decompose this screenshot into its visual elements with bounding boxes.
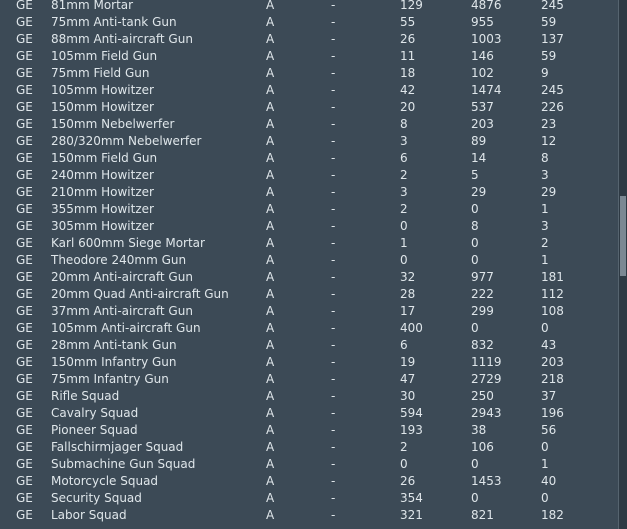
- nation-cell: GE: [16, 168, 33, 182]
- value-col-3: 1: [541, 202, 549, 216]
- value-col-3: 29: [541, 185, 557, 199]
- value-col-2: 1453: [471, 474, 502, 488]
- value-col-3: 203: [541, 355, 564, 369]
- value-col-1: 55: [400, 15, 416, 29]
- value-col-3: 108: [541, 304, 564, 318]
- nation-cell: GE: [16, 440, 33, 454]
- unit-name-cell: Karl 600mm Siege Mortar: [51, 236, 205, 250]
- value-col-2: 5: [471, 168, 479, 182]
- nation-cell: GE: [16, 423, 33, 437]
- value-col-1: 6: [400, 338, 408, 352]
- dash-cell: -: [331, 338, 336, 352]
- value-col-1: 26: [400, 32, 416, 46]
- nation-cell: GE: [16, 287, 33, 301]
- type-cell: A: [266, 185, 275, 199]
- value-col-1: 11: [400, 49, 416, 63]
- dash-cell: -: [331, 321, 336, 335]
- unit-name-cell: 88mm Anti-aircraft Gun: [51, 32, 193, 46]
- dash-cell: -: [331, 440, 336, 454]
- type-cell: A: [266, 83, 275, 97]
- value-col-1: 0: [400, 457, 408, 471]
- type-cell: A: [266, 15, 275, 29]
- table-row[interactable]: [0, 0, 619, 14]
- value-col-1: 2: [400, 168, 408, 182]
- type-cell: A: [266, 253, 275, 267]
- nation-cell: GE: [16, 32, 33, 46]
- type-cell: A: [266, 389, 275, 403]
- dash-cell: -: [331, 185, 336, 199]
- dash-cell: -: [331, 100, 336, 114]
- type-cell: A: [266, 66, 275, 80]
- table-row[interactable]: [0, 388, 619, 405]
- value-col-2: 14: [471, 151, 487, 165]
- type-cell: A: [266, 372, 275, 386]
- dash-cell: -: [331, 83, 336, 97]
- unit-name-cell: 150mm Howitzer: [51, 100, 154, 114]
- value-col-3: 182: [541, 508, 564, 522]
- dash-cell: -: [331, 168, 336, 182]
- dash-cell: -: [331, 66, 336, 80]
- value-col-2: 38: [471, 423, 487, 437]
- type-cell: A: [266, 219, 275, 233]
- value-col-3: 0: [541, 321, 549, 335]
- table-row[interactable]: [0, 133, 619, 150]
- value-col-3: 37: [541, 389, 557, 403]
- value-col-3: 1: [541, 457, 549, 471]
- dash-cell: -: [331, 474, 336, 488]
- unit-name-cell: 75mm Infantry Gun: [51, 372, 169, 386]
- value-col-2: 29: [471, 185, 487, 199]
- value-col-3: 59: [541, 49, 557, 63]
- table-row[interactable]: [0, 252, 619, 269]
- value-col-2: 89: [471, 134, 487, 148]
- value-col-1: 6: [400, 151, 408, 165]
- unit-name-cell: Cavalry Squad: [51, 406, 139, 420]
- nation-cell: GE: [16, 100, 33, 114]
- dash-cell: -: [331, 32, 336, 46]
- value-col-3: 9: [541, 66, 549, 80]
- type-cell: A: [266, 508, 275, 522]
- value-col-3: 196: [541, 406, 564, 420]
- value-col-3: 3: [541, 219, 549, 233]
- type-cell: A: [266, 355, 275, 369]
- table-row[interactable]: [0, 31, 619, 48]
- value-col-3: 12: [541, 134, 557, 148]
- nation-cell: GE: [16, 270, 33, 284]
- table-row[interactable]: [0, 116, 619, 133]
- type-cell: A: [266, 236, 275, 250]
- dash-cell: -: [331, 151, 336, 165]
- value-col-2: 2943: [471, 406, 502, 420]
- type-cell: A: [266, 151, 275, 165]
- value-col-2: 8: [471, 219, 479, 233]
- dash-cell: -: [331, 355, 336, 369]
- value-col-2: 0: [471, 236, 479, 250]
- nation-cell: GE: [16, 389, 33, 403]
- type-cell: A: [266, 168, 275, 182]
- value-col-3: 56: [541, 423, 557, 437]
- nation-cell: GE: [16, 185, 33, 199]
- nation-cell: GE: [16, 321, 33, 335]
- dash-cell: -: [331, 270, 336, 284]
- dash-cell: -: [331, 491, 336, 505]
- dash-cell: -: [331, 372, 336, 386]
- unit-name-cell: 20mm Anti-aircraft Gun: [51, 270, 193, 284]
- table-row[interactable]: [0, 490, 619, 507]
- unit-name-cell: 210mm Howitzer: [51, 185, 154, 199]
- dash-cell: -: [331, 253, 336, 267]
- unit-name-cell: 305mm Howitzer: [51, 219, 154, 233]
- nation-cell: GE: [16, 406, 33, 420]
- value-col-2: 0: [471, 491, 479, 505]
- value-col-1: 2: [400, 202, 408, 216]
- value-col-1: 321: [400, 508, 423, 522]
- type-cell: A: [266, 304, 275, 318]
- type-cell: A: [266, 338, 275, 352]
- type-cell: A: [266, 49, 275, 63]
- unit-name-cell: 355mm Howitzer: [51, 202, 154, 216]
- value-col-3: 137: [541, 32, 564, 46]
- value-col-2: 0: [471, 253, 479, 267]
- nation-cell: GE: [16, 508, 33, 522]
- nation-cell: GE: [16, 117, 33, 131]
- table-row[interactable]: [0, 405, 619, 422]
- value-col-1: 19: [400, 355, 416, 369]
- table-row[interactable]: [0, 286, 619, 303]
- value-col-2: 102: [471, 66, 494, 80]
- value-col-2: 106: [471, 440, 494, 454]
- table-row[interactable]: [0, 320, 619, 337]
- type-cell: A: [266, 491, 275, 505]
- unit-name-cell: Submachine Gun Squad: [51, 457, 196, 471]
- nation-cell: GE: [16, 0, 33, 12]
- dash-cell: -: [331, 134, 336, 148]
- value-col-2: 832: [471, 338, 494, 352]
- table-row[interactable]: [0, 371, 619, 388]
- value-col-2: 0: [471, 321, 479, 335]
- value-col-3: 226: [541, 100, 564, 114]
- nation-cell: GE: [16, 151, 33, 165]
- unit-name-cell: 150mm Nebelwerfer: [51, 117, 175, 131]
- unit-name-cell: 105mm Howitzer: [51, 83, 154, 97]
- table-row[interactable]: [0, 218, 619, 235]
- nation-cell: GE: [16, 355, 33, 369]
- value-col-3: 245: [541, 83, 564, 97]
- unit-name-cell: Pioneer Squad: [51, 423, 138, 437]
- table-row[interactable]: [0, 14, 619, 31]
- unit-name-cell: Security Squad: [51, 491, 142, 505]
- type-cell: A: [266, 0, 275, 12]
- table-row[interactable]: [0, 422, 619, 439]
- value-col-3: 0: [541, 440, 549, 454]
- table-row[interactable]: [0, 456, 619, 473]
- nation-cell: GE: [16, 15, 33, 29]
- value-col-2: 2729: [471, 372, 502, 386]
- value-col-1: 0: [400, 219, 408, 233]
- type-cell: A: [266, 32, 275, 46]
- value-col-2: 203: [471, 117, 494, 131]
- nation-cell: GE: [16, 83, 33, 97]
- value-col-3: 112: [541, 287, 564, 301]
- value-col-1: 3: [400, 134, 408, 148]
- unit-name-cell: Rifle Squad: [51, 389, 120, 403]
- table-row[interactable]: [0, 201, 619, 218]
- value-col-2: 821: [471, 508, 494, 522]
- value-col-3: 218: [541, 372, 564, 386]
- unit-name-cell: Labor Squad: [51, 508, 127, 522]
- value-col-1: 17: [400, 304, 416, 318]
- value-col-1: 47: [400, 372, 416, 386]
- value-col-2: 146: [471, 49, 494, 63]
- value-col-2: 1003: [471, 32, 502, 46]
- value-col-1: 193: [400, 423, 423, 437]
- value-col-1: 18: [400, 66, 416, 80]
- unit-name-cell: 75mm Anti-tank Gun: [51, 15, 177, 29]
- dash-cell: -: [331, 0, 336, 12]
- type-cell: A: [266, 134, 275, 148]
- table-row[interactable]: [0, 99, 619, 116]
- nation-cell: GE: [16, 66, 33, 80]
- value-col-2: 0: [471, 457, 479, 471]
- dash-cell: -: [331, 219, 336, 233]
- type-cell: A: [266, 270, 275, 284]
- table-row[interactable]: [0, 269, 619, 286]
- table-row[interactable]: [0, 354, 619, 371]
- value-col-2: 977: [471, 270, 494, 284]
- nation-cell: GE: [16, 304, 33, 318]
- type-cell: A: [266, 321, 275, 335]
- vertical-scrollbar[interactable]: [618, 0, 627, 529]
- nation-cell: GE: [16, 491, 33, 505]
- unit-name-cell: 105mm Field Gun: [51, 49, 158, 63]
- value-col-3: 1: [541, 253, 549, 267]
- dash-cell: -: [331, 236, 336, 250]
- value-col-2: 0: [471, 202, 479, 216]
- table-row[interactable]: [0, 473, 619, 490]
- type-cell: A: [266, 457, 275, 471]
- dash-cell: -: [331, 15, 336, 29]
- value-col-3: 59: [541, 15, 557, 29]
- unit-name-cell: 150mm Field Gun: [51, 151, 158, 165]
- unit-name-cell: 81mm Mortar: [51, 0, 134, 12]
- dash-cell: -: [331, 287, 336, 301]
- nation-cell: GE: [16, 457, 33, 471]
- nation-cell: GE: [16, 202, 33, 216]
- value-col-3: 0: [541, 491, 549, 505]
- dash-cell: -: [331, 202, 336, 216]
- value-col-2: 222: [471, 287, 494, 301]
- value-col-1: 400: [400, 321, 423, 335]
- unit-name-cell: 20mm Quad Anti-aircraft Gun: [51, 287, 229, 301]
- unit-name-cell: Motorcycle Squad: [51, 474, 159, 488]
- type-cell: A: [266, 440, 275, 454]
- value-col-1: 594: [400, 406, 423, 420]
- type-cell: A: [266, 100, 275, 114]
- value-col-1: 3: [400, 185, 408, 199]
- table-row[interactable]: [0, 507, 619, 524]
- table-row[interactable]: [0, 82, 619, 99]
- type-cell: A: [266, 406, 275, 420]
- value-col-1: 2: [400, 440, 408, 454]
- table-row[interactable]: [0, 167, 619, 184]
- value-col-1: 42: [400, 83, 416, 97]
- value-col-2: 1474: [471, 83, 502, 97]
- value-col-1: 8: [400, 117, 408, 131]
- value-col-3: 2: [541, 236, 549, 250]
- dash-cell: -: [331, 117, 336, 131]
- table-row[interactable]: [0, 235, 619, 252]
- value-col-2: 1119: [471, 355, 502, 369]
- table-row[interactable]: [0, 48, 619, 65]
- dash-cell: -: [331, 389, 336, 403]
- value-col-1: 20: [400, 100, 416, 114]
- value-col-2: 299: [471, 304, 494, 318]
- value-col-2: 250: [471, 389, 494, 403]
- value-col-1: 0: [400, 253, 408, 267]
- unit-name-cell: 28mm Anti-tank Gun: [51, 338, 177, 352]
- type-cell: A: [266, 202, 275, 216]
- type-cell: A: [266, 117, 275, 131]
- unit-name-cell: 37mm Anti-aircraft Gun: [51, 304, 193, 318]
- nation-cell: GE: [16, 372, 33, 386]
- value-col-3: 23: [541, 117, 557, 131]
- value-col-3: 43: [541, 338, 557, 352]
- table-row[interactable]: [0, 65, 619, 82]
- unit-name-cell: 75mm Field Gun: [51, 66, 150, 80]
- value-col-3: 3: [541, 168, 549, 182]
- nation-cell: GE: [16, 253, 33, 267]
- value-col-3: 8: [541, 151, 549, 165]
- unit-name-cell: 150mm Infantry Gun: [51, 355, 177, 369]
- unit-name-cell: 105mm Anti-aircraft Gun: [51, 321, 201, 335]
- value-col-3: 181: [541, 270, 564, 284]
- table-row[interactable]: [0, 303, 619, 320]
- unit-name-cell: Theodore 240mm Gun: [51, 253, 187, 267]
- unit-name-cell: 240mm Howitzer: [51, 168, 154, 182]
- value-col-1: 129: [400, 0, 423, 12]
- value-col-2: 537: [471, 100, 494, 114]
- nation-cell: GE: [16, 49, 33, 63]
- dash-cell: -: [331, 508, 336, 522]
- scrollbar-thumb[interactable]: [620, 196, 626, 276]
- type-cell: A: [266, 287, 275, 301]
- dash-cell: -: [331, 304, 336, 318]
- value-col-3: 245: [541, 0, 564, 12]
- value-col-1: 354: [400, 491, 423, 505]
- dash-cell: -: [331, 457, 336, 471]
- table-row[interactable]: [0, 150, 619, 167]
- value-col-1: 30: [400, 389, 416, 403]
- unit-name-cell: Fallschirmjager Squad: [51, 440, 184, 454]
- table-row[interactable]: [0, 184, 619, 201]
- dash-cell: -: [331, 49, 336, 63]
- value-col-1: 26: [400, 474, 416, 488]
- dash-cell: -: [331, 406, 336, 420]
- value-col-1: 32: [400, 270, 416, 284]
- table-row[interactable]: [0, 337, 619, 354]
- value-col-2: 955: [471, 15, 494, 29]
- value-col-1: 1: [400, 236, 408, 250]
- nation-cell: GE: [16, 219, 33, 233]
- type-cell: A: [266, 474, 275, 488]
- nation-cell: GE: [16, 134, 33, 148]
- nation-cell: GE: [16, 338, 33, 352]
- type-cell: A: [266, 423, 275, 437]
- nation-cell: GE: [16, 236, 33, 250]
- value-col-1: 28: [400, 287, 416, 301]
- dash-cell: -: [331, 423, 336, 437]
- value-col-3: 40: [541, 474, 557, 488]
- table-row[interactable]: [0, 439, 619, 456]
- nation-cell: GE: [16, 474, 33, 488]
- unit-name-cell: 280/320mm Nebelwerfer: [51, 134, 202, 148]
- value-col-2: 4876: [471, 0, 502, 12]
